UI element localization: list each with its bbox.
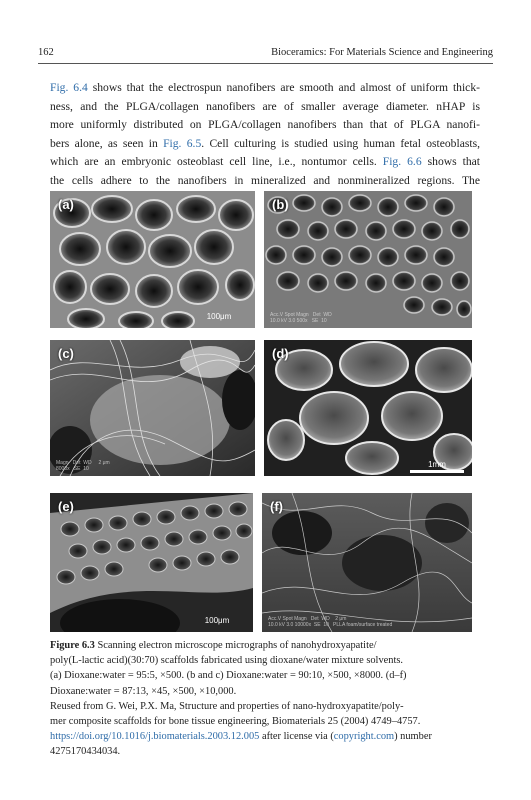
panel-label-c: (c): [58, 346, 74, 361]
body-text: shows that: [421, 155, 481, 169]
sem-panel-f: [262, 493, 472, 632]
caption-line: Reused from G. Wei, P.X. Ma, Structure and properties of nano-hydroxyapatite/poly-: [50, 700, 404, 712]
figure-label: Figure 6.3: [50, 640, 95, 651]
body-text: shows that the electrospun nanofibers are smooth and almost of uniform thick-: [87, 81, 480, 94]
sem-panel-b: [264, 191, 472, 328]
sem-panel-c: [50, 340, 255, 476]
running-title: Bioceramics: For Materials Science and Engineering: [271, 47, 493, 58]
doi-link[interactable]: https://doi.org/10.1016/j.biomaterials.2003.12.005: [50, 731, 260, 743]
caption-line: Dioxane:water = 87:13, ×45, ×500, ×10,000.: [50, 685, 237, 697]
sem-micrograph-d: [264, 340, 472, 476]
sem-metadata-f: Acc.V Spot Magn Det WD 2 μm 10.0 kV 3.0 10000x SE 10 PLLA foam/surface treated: [268, 616, 393, 628]
panel-label-a: (a): [58, 197, 74, 212]
sem-panel-e: [50, 493, 253, 632]
body-line: [50, 79, 480, 98]
body-line: ness, and the PLGA/collagen nanofibers are of smaller average diameter. nHAP is: [50, 99, 480, 113]
caption-line: mer composite scaffolds for bone tissue engineering, Biomaterials 25 (2004) 4749–4757.: [50, 716, 421, 728]
body-line: more uniformly distributed on PLGA/collagen nanofibers than that of PLGA nanofi-: [50, 118, 480, 132]
sem-micrograph-e: [50, 493, 253, 632]
sem-panel-d: [264, 340, 472, 476]
fig-6-5-link[interactable]: Fig. 6.5: [163, 136, 202, 150]
scale-bar-text: 1mm: [428, 460, 446, 469]
header-rule: [38, 63, 493, 64]
fig-6-6-link[interactable]: Fig. 6.6: [382, 155, 422, 169]
body-line: [50, 135, 480, 154]
panel-label-f: (f): [270, 499, 283, 514]
body-line: the cells adhere to the nanofibers in mineralized and nonmineralized regions. The: [50, 173, 480, 187]
sem-panel-a: [50, 191, 255, 328]
body-line: [50, 153, 480, 172]
panel-label-b: (b): [272, 197, 289, 212]
panel-label-d: (d): [272, 346, 289, 361]
body-text: . Cell culturing is studied using human fetal osteoblasts,: [201, 136, 480, 150]
sem-micrograph-c: [50, 340, 255, 476]
fig-6-4-link[interactable]: Fig. 6.4: [50, 81, 88, 94]
copyright-link[interactable]: copyright.com: [333, 731, 395, 743]
sem-micrograph-b: [264, 191, 472, 328]
body-text: bers alone, as seen in: [50, 136, 164, 150]
scale-bar-text: 100μm: [206, 312, 232, 321]
figure-caption: [50, 638, 490, 760]
page-number: 162: [38, 47, 54, 58]
caption-line: [50, 729, 490, 744]
scale-bar-text: 100μm: [204, 616, 230, 625]
caption-line: [50, 638, 490, 653]
scale-bar-line: [410, 470, 464, 473]
sem-micrograph-a: [50, 191, 255, 328]
scale-bar-e: [190, 616, 244, 625]
caption-text: Scanning electron microscope micrographs of nanohydroxyapatite/: [94, 640, 377, 651]
body-text: which are an embryonic osteoblast cell line, i.e., nontumor cells.: [50, 155, 383, 169]
sem-metadata-c: Magn Det WD 2 μm 8000x SE 10: [56, 460, 110, 472]
sem-micrograph-f: [262, 493, 472, 632]
caption-text: after license via (: [259, 731, 334, 743]
caption-line: 4275170434034.: [50, 746, 121, 758]
body-paragraph: [50, 79, 480, 191]
caption-line: (a) Dioxane:water = 95:5, ×500. (b and c) Dioxane:water = 90:10, ×500, ×8000. (d–f): [50, 670, 407, 682]
panel-label-e: (e): [58, 499, 74, 514]
caption-line: poly(L-lactic acid)(30:70) scaffolds fabricated using dioxane/water mixture solvents.: [50, 655, 403, 667]
caption-text: ) number: [394, 731, 432, 743]
sem-metadata-b: Acc.V Spot Magn Det WD 10.0 kV 3.0 500x SE 10: [270, 312, 332, 324]
scale-bar-a: [192, 312, 246, 321]
scale-bar-d: [410, 460, 464, 473]
